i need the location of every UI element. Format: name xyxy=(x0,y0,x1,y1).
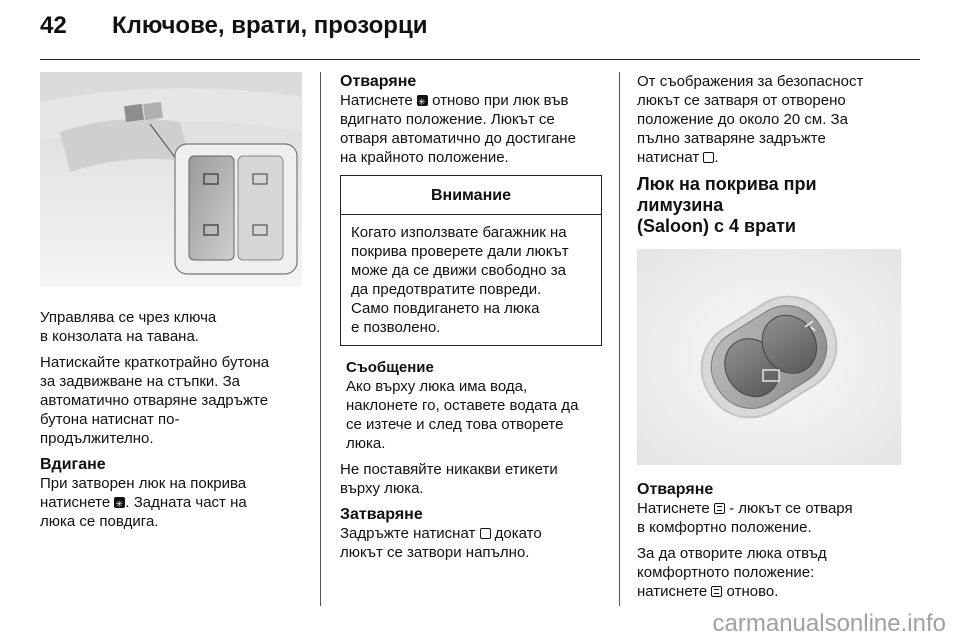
message-title: Съобщение xyxy=(346,359,434,376)
open-button-icon xyxy=(714,503,725,514)
open-button-icon xyxy=(711,586,722,597)
paragraph: Натискайте краткотрайно бутона за задвижване на стъпки. За автоматично отваряне задръжте бутона натиснат по- продължително. xyxy=(40,354,270,447)
text-run: За да отворите люка отвъд комфортното положение: натиснете xyxy=(637,545,827,600)
overhead-console-illustration xyxy=(40,72,302,287)
text-run: . Задната част на люка се повдига. xyxy=(40,494,247,530)
text-run: При затворен люк на покрива натиснете xyxy=(40,475,247,511)
close-button-icon xyxy=(480,528,491,539)
paragraph xyxy=(40,474,302,531)
paragraph xyxy=(340,524,602,562)
column-divider xyxy=(320,72,321,606)
text-run: Натиснете xyxy=(340,92,417,109)
heading-close: Затваряне xyxy=(340,506,423,523)
column-3 xyxy=(637,72,901,608)
heading-open: Отваряне xyxy=(340,73,417,90)
page-header xyxy=(40,12,427,40)
tilt-button-icon xyxy=(417,95,428,106)
close-button-icon xyxy=(703,152,714,163)
tilt-button-icon xyxy=(114,497,125,508)
paragraph xyxy=(637,499,901,537)
saloon-switch-illustration xyxy=(637,249,901,465)
column-2 xyxy=(340,72,602,569)
caution-box xyxy=(340,175,602,346)
text-run: От съображения за безопасност люкът се затваря от отворено положение до около 20 см. За пълно затваряне задръжте натиснат xyxy=(637,73,864,166)
heading-lift: Вдигане xyxy=(40,456,106,473)
paragraph: Управлява се чрез ключа в конзолата на тавана. xyxy=(40,309,217,345)
column-divider xyxy=(619,72,620,606)
caution-body: Когато използвате багажник на покрива проверете дали люкът може да се движи свободно за да предотвратите повреди. Само повдигането на люка е позволено. xyxy=(351,224,569,336)
heading-open: Отваряне xyxy=(637,481,714,498)
page-number: 42 xyxy=(40,12,67,39)
text-run: Натиснете xyxy=(637,500,714,517)
message-block xyxy=(340,358,602,453)
text-run: . xyxy=(714,149,719,166)
column-1 xyxy=(40,72,302,538)
paragraph: Не поставяйте никакви етикети върху люка. xyxy=(340,461,558,497)
text-run: Задръжте натиснат xyxy=(340,525,480,542)
text-run: - люкът се отваря в комфортно положение. xyxy=(637,500,853,536)
watermark: carmanualsonline.info xyxy=(712,610,946,637)
heading-saloon: Люк на покрива при лимузина (Saloon) с 4 врати xyxy=(637,174,817,236)
paragraph xyxy=(637,72,901,167)
text-run: отново. xyxy=(722,583,779,600)
caution-title: Внимание xyxy=(341,176,601,215)
text-run: докато люкът се затвори напълно. xyxy=(340,525,542,561)
paragraph xyxy=(340,91,602,167)
paragraph xyxy=(637,544,901,601)
message-body: Ако върху люка има вода, наклонете го, оставете водата да се изтече и след това отворете люка. xyxy=(346,378,579,452)
page-title: Ключове, врати, прозорци xyxy=(112,12,428,39)
text-run: отново при люк във вдигнато положение. Люкът се отваря автоматично до достигане на крайното положение. xyxy=(340,92,576,166)
header-rule xyxy=(40,59,920,60)
